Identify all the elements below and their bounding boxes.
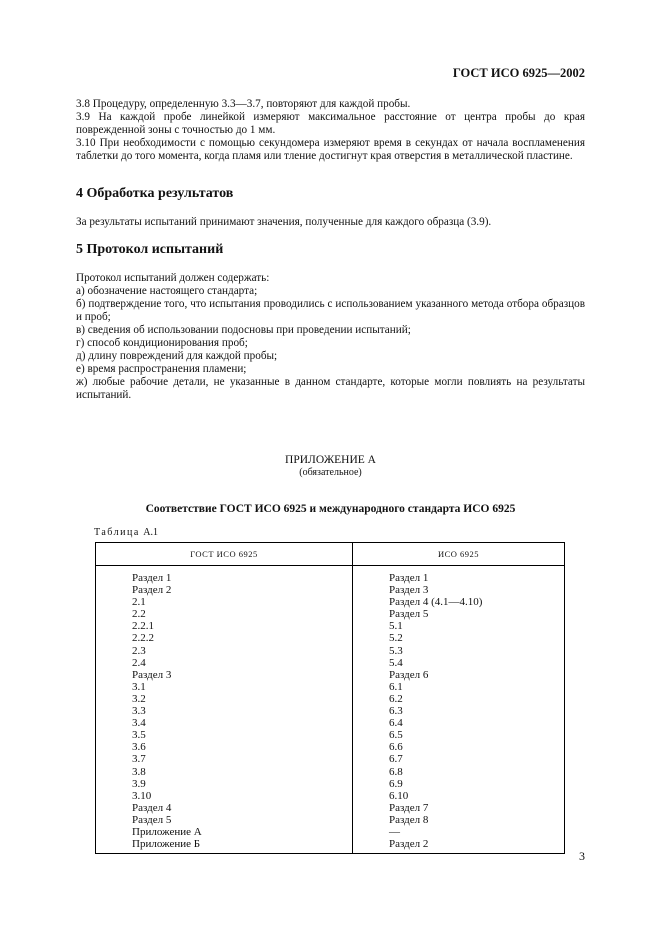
table-cell: 3.5 [132,729,146,742]
table-cell: 2.2.2 [132,632,154,645]
table-cell: 2.2.1 [132,620,154,633]
table-cell: 3.10 [132,789,152,802]
table-cell: Раздел 4 [132,801,172,814]
table-cell: Приложение А [132,825,202,838]
table-cell: 5.1 [389,620,403,633]
page-header: ГОСТ ИСО 6925—2002 [452,66,585,80]
table-cell: Раздел 1 [389,572,429,584]
table-cell: Раздел 2 [132,584,172,597]
table-cell: 3.8 [132,765,146,778]
correspondence-table [95,542,565,854]
section-4-text: За результаты испытаний принимают значения, полученные для каждого образца (3.9). [76,216,492,228]
list-item: б) подтверждение того, что испытания проводились с использованием указанного метода отбора образцов и проб; [76,298,585,323]
section-5-intro: Протокол испытаний должен содержать: [76,272,270,284]
table-cell: Раздел 6 [389,668,429,681]
list-item: ж) любые рабочие детали, не указанные в данном стандарте, которые могли повлиять на результаты испытаний. [76,376,585,401]
table-cell: — [389,825,400,838]
table-cell: 5.3 [389,644,403,657]
table-cell: 6.3 [389,705,403,718]
table-cell: 6.7 [389,753,403,766]
table-cell: Раздел 1 [132,572,172,584]
table-cell: 2.4 [132,656,146,669]
table-cell: 3.9 [132,777,146,790]
iso-column-cells [353,566,565,854]
table-cell: 6.2 [389,692,403,705]
appendix-subtitle: (обязательное) [299,467,362,478]
table-cell: 3.3 [132,705,146,718]
table-cell: 6.9 [389,777,403,790]
table-caption: Таблица А.1 [94,527,159,538]
section-5-heading: 5 Протокол испытаний [76,242,224,257]
table-cell: 6.10 [389,789,409,802]
table-cell: 6.1 [389,680,403,693]
table-cell: 3.6 [132,741,146,754]
column-header-iso: ИСО 6925 [353,543,565,566]
table-cell: Раздел 5 [132,813,172,826]
list-item: г) способ кондиционирования проб; [76,337,248,349]
table-cell: Раздел 4 (4.1—4.10) [389,596,483,609]
table-cell: 2.2 [132,608,146,621]
paragraph-3-9: 3.9 На каждой пробе линейкой измеряют максимальное расстояние от центра пробы до края поврежденной зоны с точностью до 1 мм. [76,111,585,136]
appendix-title: ПРИЛОЖЕНИЕ А [285,454,376,466]
table-cell: 6.8 [389,765,403,778]
list-item: а) обозначение настоящего стандарта; [76,285,258,297]
table-cell: 5.2 [389,632,403,645]
table-cell: 5.4 [389,656,403,669]
list-item: в) сведения об использовании подосновы при проведении испытаний; [76,324,411,336]
table-cell: 3.7 [132,753,146,766]
table-cell: 6.5 [389,729,403,742]
table-cell: 3.1 [132,680,146,693]
table-cell: 3.4 [132,717,146,730]
paragraph-3-8: 3.8 Процедуру, определенную 3.3—3.7, повторяют для каждой пробы. [76,98,411,110]
table-cell: Раздел 2 [389,838,429,851]
table-cell: Раздел 8 [389,813,429,826]
table-cell: 6.6 [389,741,403,754]
list-item: д) длину повреждений для каждой пробы; [76,350,278,362]
table-cell: 2.3 [132,644,146,657]
gost-column-cells [96,566,353,854]
page-number: 3 [579,849,585,863]
table-cell: Раздел 5 [389,608,429,621]
list-item: е) время распространения пламени; [76,363,247,375]
table-cell: Приложение Б [132,838,201,851]
table-cell: 6.4 [389,717,403,730]
table-cell: 3.2 [132,692,146,705]
table-cell: Раздел 3 [389,584,429,597]
column-header-gost: ГОСТ ИСО 6925 [96,543,353,566]
table-cell: Раздел 7 [389,801,429,814]
section-4-heading: 4 Обработка результатов [76,186,234,201]
paragraph-3-10: 3.10 При необходимости с помощью секундомера измеряют время в секундах от начала воспламенения таблетки до того момента, когда пламя или тление достигнут края отверстия в металлической пластине. [76,137,585,162]
table-cell: 2.1 [132,596,146,609]
table-cell: Раздел 3 [132,668,172,681]
appendix-heading: Соответствие ГОСТ ИСО 6925 и международного стандарта ИСО 6925 [145,503,516,515]
